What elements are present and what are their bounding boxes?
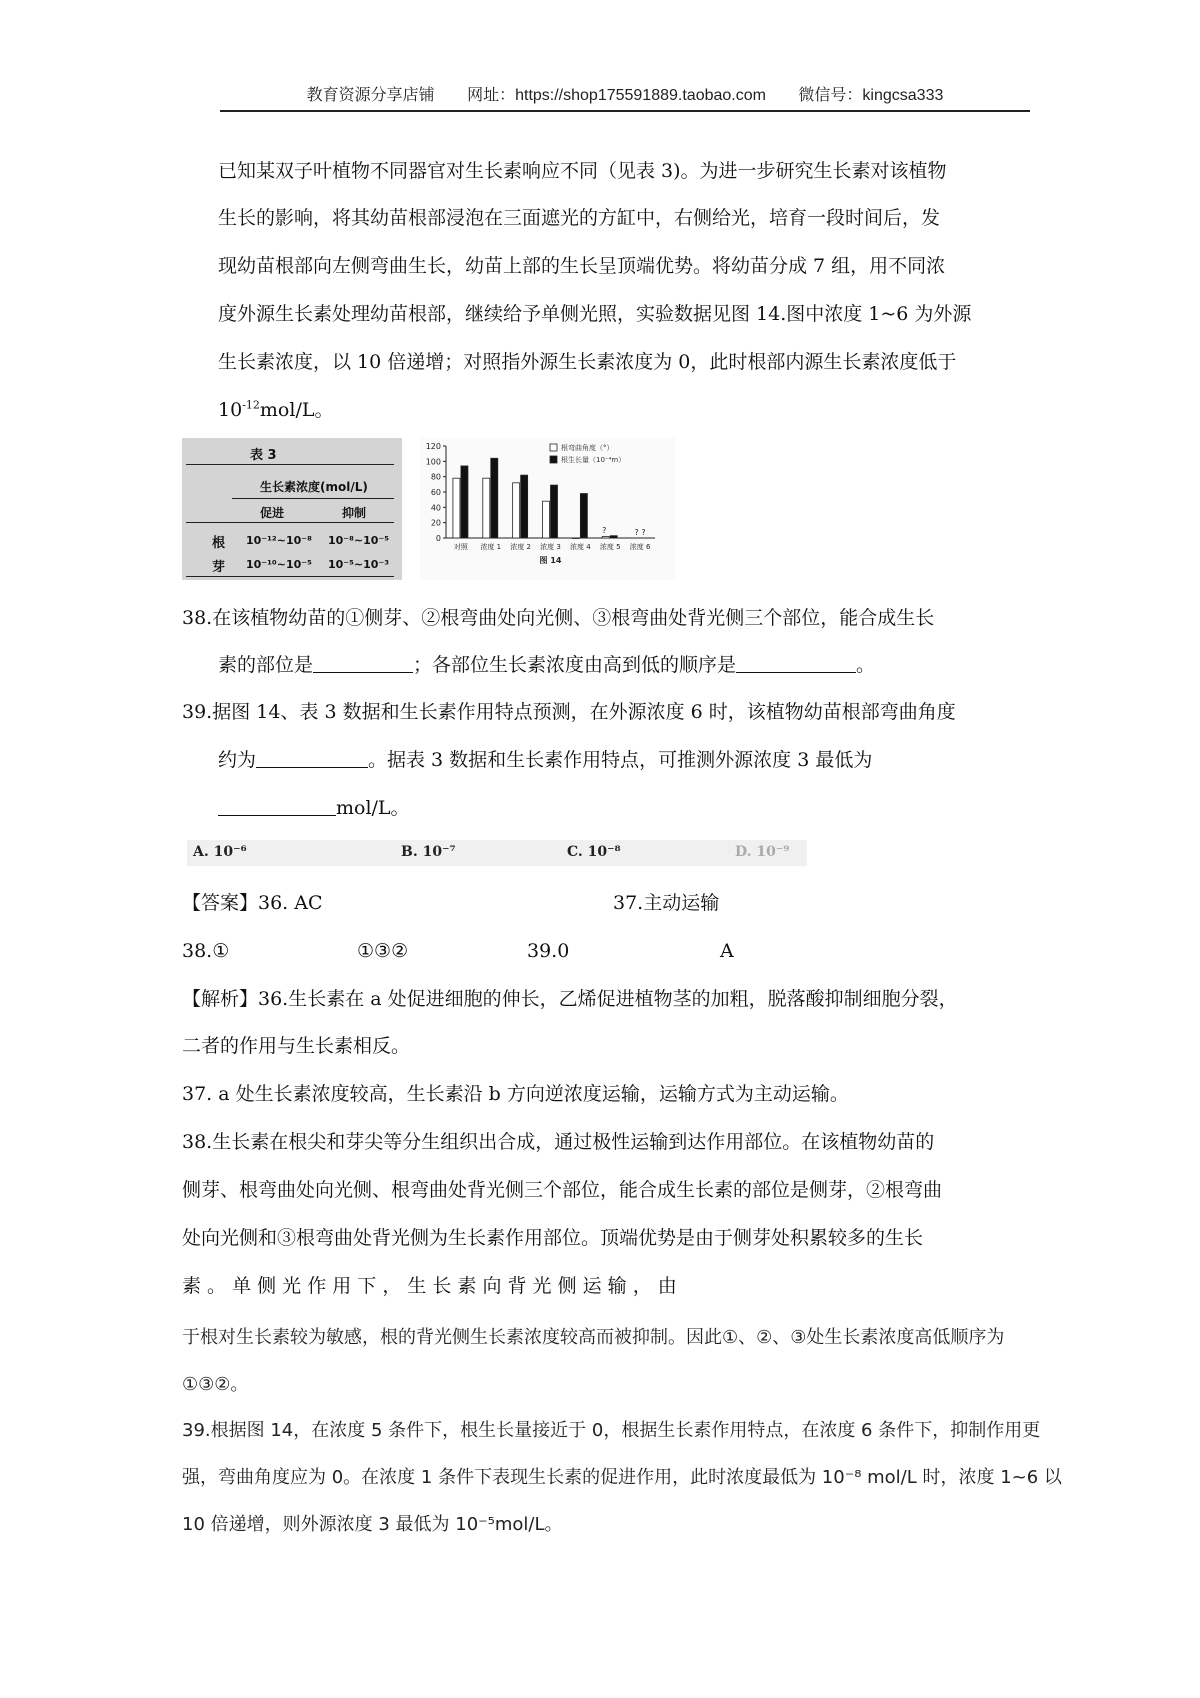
q39-line-2: 约为 。据表 3 数据和生长素作用特点，可推测外源浓度 3 最低为: [218, 749, 873, 771]
x-tick-label: 浓度 5: [599, 543, 621, 551]
option-a[interactable]: A. 10⁻⁶: [193, 844, 247, 860]
analysis-line-1: 【解析】36.生长素在 a 处促进细胞的伸长，乙烯促进植物茎的加粗，脱落酸抑制细胞分裂，: [182, 988, 958, 1010]
y-tick-label: 80: [430, 472, 441, 482]
answer-38-1: 38.①: [182, 940, 230, 962]
bar-angle: [453, 478, 460, 538]
x-tick-label: 对照: [453, 543, 468, 551]
unknown-mark: ? ?: [634, 528, 646, 537]
bar-growth: [521, 475, 528, 538]
intro-line-6: $10^{-12}mol/L$。: [218, 398, 334, 421]
y-tick-label: 100: [425, 457, 441, 467]
y-tick-label: 0: [435, 534, 441, 543]
table-top-rule: [186, 464, 394, 465]
bar-growth: [551, 485, 558, 538]
unknown-mark: ?: [602, 526, 607, 535]
figure-14-chart: [420, 438, 675, 580]
table-bottom-rule: [186, 576, 394, 577]
answer-37: 37.主动运输: [613, 892, 720, 914]
x-tick-label: 浓度 1: [480, 543, 502, 551]
col-inhibit: 抑制: [342, 506, 367, 520]
option-b[interactable]: B. 10⁻⁷: [401, 844, 456, 860]
legend-label: 根弯曲角度（°）: [561, 444, 614, 452]
analysis-line-5: 侧芽、根弯曲处向光侧、根弯曲处背光侧三个部位，能合成生长素的部位是侧芽，②根弯曲: [182, 1179, 943, 1201]
analysis-line-7: 素 。 单 侧 光 作 用 下 ， 生 长 素 向 背 光 侧 运 输 ， 由: [182, 1275, 677, 1297]
legend-swatch: [550, 456, 557, 463]
analysis-line-4: 38.生长素在根尖和芽尖等分生组织出合成，通过极性运输到达作用部位。在该植物幼苗的: [182, 1131, 935, 1153]
q39-line-1: 39.据图 14、表 3 数据和生长素作用特点预测，在外源浓度 6 时，该植物幼苗根部弯曲角度: [182, 701, 956, 723]
q39-blank-1[interactable]: [256, 749, 368, 768]
chart-title: 图 14: [539, 556, 562, 565]
bar-growth: [610, 536, 617, 538]
y-tick-label: 40: [430, 503, 441, 513]
legend-label: 根生长量（10⁻⁴m）: [561, 456, 626, 464]
x-tick-label: 浓度 3: [540, 543, 561, 551]
bar-angle: [543, 501, 550, 538]
analysis-line-2: 二者的作用与生长素相反。: [182, 1035, 411, 1057]
analysis-line-8: 于根对生长素较为敏感，根的背光侧生长素浓度较高而被抑制。因此①、②、③处生长素浓度高低顺序为: [182, 1327, 1005, 1348]
intro-line-4: 度外源生长素处理幼苗根部，继续给予单侧光照，实验数据见图 14.图中浓度 1~6 为外源: [218, 303, 972, 325]
q39-blank-2[interactable]: [218, 797, 336, 816]
wechat-id: 微信号：kingcsa333: [798, 87, 944, 104]
bar-angle: [572, 538, 579, 539]
bar-growth: [461, 466, 468, 538]
analysis-line-11: 强，弯曲角度应为 0。在浓度 1 条件下表现生长素的促进作用，此时浓度最低为 10⁻⁸ mol/L 时，浓度 1~6 以: [182, 1467, 1062, 1488]
y-tick-label: 60: [430, 488, 441, 497]
y-tick-label: 20: [430, 518, 441, 528]
bud-inhibit: 10⁻⁵~10⁻³: [328, 558, 390, 571]
q38-line-2: 素的部位是 ；各部位生长素浓度由高到低的顺序是 。: [218, 654, 876, 676]
answer-options: [187, 840, 807, 866]
bar-growth: [580, 494, 587, 538]
row-root-label: 根: [212, 536, 226, 551]
analysis-line-9: ①③②。: [182, 1374, 249, 1395]
col-promote: 促进: [260, 506, 285, 520]
legend-swatch: [550, 444, 557, 451]
analysis-line-10: 39.根据图 14，在浓度 5 条件下，根生长量接近于 0，根据生长素作用特点，在浓度 6 条件下，抑制作用更: [182, 1420, 1041, 1441]
shop-name: 教育资源分享店铺: [306, 87, 435, 104]
q38-blank-2[interactable]: [736, 654, 856, 673]
analysis-line-3: 37. a 处生长素浓度较高，生长素沿 b 方向逆浓度运输，运输方式为主动运输。: [182, 1083, 849, 1105]
x-tick-label: 浓度 2: [510, 543, 531, 551]
q38-line-1: 38.在该植物幼苗的①侧芽、②根弯曲处向光侧、③根弯曲处背光侧三个部位，能合成生长: [182, 607, 935, 629]
intro-line-3: 现幼苗根部向左侧弯曲生长，幼苗上部的生长呈顶端优势。将幼苗分成 7 组，用不同浓: [218, 255, 946, 277]
intro-line-1: 已知某双子叶植物不同器官对生长素响应不同（见表 3)。为进一步研究生长素对该植物: [218, 160, 947, 182]
table-title: 表 3: [250, 448, 277, 463]
answer-38-2: ①③②: [357, 940, 409, 962]
q38-blank-1[interactable]: [313, 654, 413, 673]
intro-line-2: 生长的影响，将其幼苗根部浸泡在三面遮光的方缸中，右侧给光，培育一段时间后，发: [218, 207, 941, 229]
shop-url[interactable]: 网址：https://shop175591889.taobao.com: [467, 87, 766, 104]
page-header: [220, 82, 1030, 105]
bar-angle: [483, 478, 490, 538]
answer-39-2: A: [720, 940, 734, 962]
option-c[interactable]: C. 10⁻⁸: [567, 844, 621, 860]
intro-line-5: 生长素浓度，以 10 倍递增；对照指外源生长素浓度为 0，此时根部内源生长素浓度低于: [218, 351, 957, 373]
table-3-image: [182, 438, 402, 580]
table-header: 生长素浓度(mol/L): [260, 480, 368, 494]
analysis-line-6: 处向光侧和③根弯曲处背光侧为生长素作用部位。顶端优势是由于侧芽处积累较多的生长: [182, 1227, 924, 1249]
chart-svg: [420, 438, 675, 580]
option-d[interactable]: D. 10⁻⁹: [735, 844, 790, 860]
row-bud-label: 芽: [212, 560, 226, 575]
bar-angle: [602, 536, 609, 538]
table-header-rule: [186, 522, 394, 523]
bud-promote: 10⁻¹⁰~10⁻⁵: [246, 558, 312, 571]
bar-angle: [513, 483, 520, 538]
x-tick-label: 浓度 6: [629, 543, 651, 551]
answer-39-1: 39.0: [527, 940, 570, 962]
header-divider: [220, 110, 1030, 112]
x-tick-label: 浓度 4: [570, 543, 591, 551]
analysis-line-12: 10 倍递增，则外源浓度 3 最低为 10⁻⁵mol/L。: [182, 1514, 563, 1535]
root-promote: 10⁻¹²~10⁻⁸: [246, 534, 312, 547]
table-mid-rule: [232, 498, 394, 499]
y-tick-label: 120: [425, 442, 441, 451]
answer-label: 【答案】36. AC: [182, 892, 323, 914]
bar-growth: [491, 458, 498, 538]
q39-line-3: mol/L。: [218, 796, 410, 820]
root-inhibit: 10⁻⁸~10⁻⁵: [328, 534, 390, 547]
